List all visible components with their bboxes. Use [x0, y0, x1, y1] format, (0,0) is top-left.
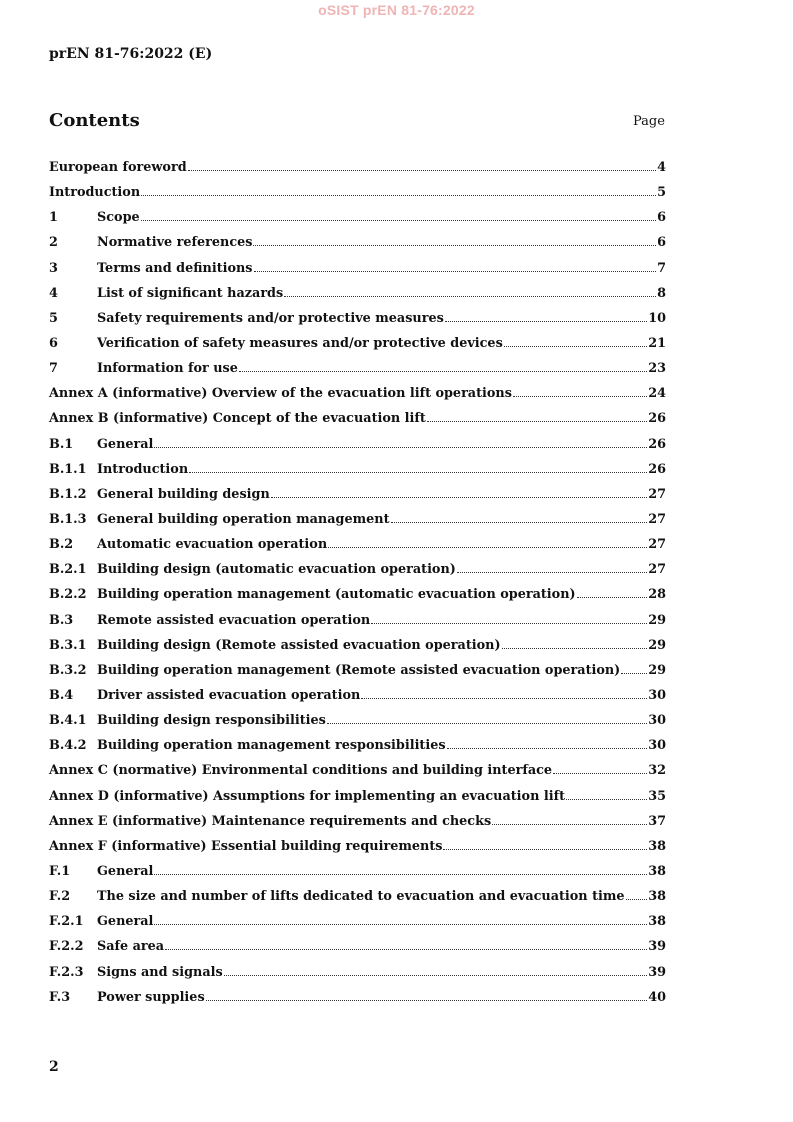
toc-entry-title: Safety requirements and/or protective measures — [97, 310, 444, 326]
toc-entry-page: 27 — [648, 537, 666, 553]
toc-entry-title: Annex D (informative) Assumptions for implementing an evacuation lift — [49, 788, 565, 804]
toc-entry-number: B.1.1 — [49, 461, 87, 477]
toc-dot-leader — [492, 821, 647, 825]
toc-entry[interactable] — [49, 864, 666, 889]
toc-entry[interactable] — [49, 336, 666, 361]
toc-entry-title: Terms and definitions — [97, 260, 253, 276]
toc-entry-page: 24 — [648, 386, 666, 402]
toc-entry-number: B.4 — [49, 687, 74, 703]
toc-dot-leader — [371, 620, 647, 624]
toc-entry-title: Building design (Remote assisted evacuation operation) — [97, 637, 501, 653]
toc-dot-leader — [504, 343, 647, 347]
toc-entry[interactable] — [49, 462, 666, 487]
toc-entry-number: F.2.1 — [49, 914, 84, 930]
toc-dot-leader — [224, 972, 647, 976]
toc-dot-leader — [165, 946, 647, 950]
toc-entry-number: B.4.2 — [49, 738, 87, 754]
toc-entry[interactable] — [49, 990, 666, 1015]
toc-entry-page: 8 — [657, 285, 666, 301]
toc-entry[interactable] — [49, 361, 666, 386]
toc-entry-title: Information for use — [97, 361, 238, 377]
toc-entry[interactable] — [49, 437, 666, 462]
toc-entry-number: F.2.3 — [49, 964, 84, 980]
toc-entry-title: Building operation management (Remote assisted evacuation operation) — [97, 662, 621, 678]
toc-entry-title: Signs and signals — [97, 964, 223, 980]
toc-entry-title: Normative references — [97, 235, 253, 251]
toc-entry[interactable] — [49, 914, 666, 939]
toc-entry-number: B.2 — [49, 537, 74, 553]
toc-dot-leader — [577, 594, 648, 598]
toc-entry[interactable] — [49, 411, 666, 436]
toc-entry-number: B.1.2 — [49, 486, 87, 502]
toc-entry-page: 27 — [648, 562, 666, 578]
toc-entry-title: General — [97, 914, 154, 930]
toc-entry-page: 21 — [648, 335, 666, 351]
toc-entry-title: Annex E (informative) Maintenance requirements and checks — [49, 813, 492, 829]
toc-entry-page: 32 — [648, 763, 666, 779]
toc-entry-page: 6 — [657, 210, 666, 226]
toc-entry-page: 30 — [648, 687, 666, 703]
toc-dot-leader — [443, 846, 647, 850]
toc-entry[interactable] — [49, 763, 666, 788]
toc-dot-leader — [457, 569, 647, 573]
toc-entry-page: 4 — [657, 160, 666, 175]
toc-entry-title: Verification of safety measures and/or protective devices — [97, 335, 503, 351]
toc-entry[interactable] — [49, 814, 666, 839]
toc-entry-page: 39 — [648, 939, 666, 955]
table-of-contents — [49, 160, 666, 1015]
toc-entry[interactable] — [49, 663, 666, 688]
toc-entry-page: 30 — [648, 713, 666, 729]
toc-entry-title: European foreword — [49, 160, 187, 175]
toc-entry-page: 27 — [648, 486, 666, 502]
toc-dot-leader — [141, 192, 656, 196]
toc-entry-page: 39 — [648, 964, 666, 980]
toc-entry-title: Annex F (informative) Essential building requirements — [49, 838, 443, 854]
page-column-label: Page — [633, 114, 665, 129]
toc-entry[interactable] — [49, 562, 666, 587]
toc-entry-page: 5 — [657, 185, 666, 201]
toc-entry-number: F.1 — [49, 863, 71, 879]
toc-entry-page: 7 — [657, 260, 666, 276]
toc-dot-leader — [328, 544, 647, 548]
toc-entry[interactable] — [49, 386, 666, 411]
toc-dot-leader — [141, 217, 656, 221]
toc-entry[interactable] — [49, 537, 666, 562]
toc-dot-leader — [271, 494, 647, 498]
toc-entry-number: B.3.1 — [49, 637, 87, 653]
toc-dot-leader — [254, 268, 657, 272]
toc-dot-leader — [513, 393, 647, 397]
toc-entry-page: 35 — [648, 788, 666, 804]
toc-entry-number: 3 — [49, 260, 58, 276]
toc-dot-leader — [253, 242, 656, 246]
toc-dot-leader — [206, 997, 648, 1001]
toc-entry-number: F.2 — [49, 889, 71, 905]
toc-entry-title: List of significant hazards — [97, 285, 284, 301]
toc-entry-title: Introduction — [49, 185, 141, 201]
toc-entry-number: 2 — [49, 235, 58, 251]
toc-entry-title: The size and number of lifts dedicated to evacuation and evacuation time — [97, 889, 625, 905]
toc-dot-leader — [327, 720, 647, 724]
toc-entry-page: 38 — [648, 838, 666, 854]
toc-entry-title: General — [97, 436, 154, 452]
toc-dot-leader — [391, 519, 648, 523]
toc-entry-title: Driver assisted evacuation operation — [97, 687, 361, 703]
toc-entry-number: 6 — [49, 335, 58, 351]
toc-dot-leader — [553, 770, 647, 774]
toc-entry-title: General building design — [97, 486, 270, 502]
document-id: prEN 81-76:2022 (E) — [49, 46, 213, 62]
toc-entry[interactable] — [49, 311, 666, 336]
toc-entry-page: 27 — [648, 511, 666, 527]
contents-heading: Contents — [49, 110, 140, 131]
toc-entry-number: 5 — [49, 310, 58, 326]
toc-entry-number: F.3 — [49, 989, 71, 1005]
toc-entry-title: Scope — [97, 210, 140, 226]
toc-dot-leader — [154, 444, 647, 448]
toc-entry[interactable] — [49, 965, 666, 990]
toc-entry[interactable] — [49, 889, 666, 914]
toc-entry[interactable] — [49, 738, 666, 763]
toc-dot-leader — [427, 418, 647, 422]
toc-entry-page: 38 — [648, 889, 666, 905]
toc-dot-leader — [189, 469, 647, 473]
toc-dot-leader — [239, 368, 647, 372]
toc-entry-number: 4 — [49, 285, 58, 301]
toc-entry-number: B.2.1 — [49, 562, 87, 578]
toc-entry-page: 26 — [648, 436, 666, 452]
toc-entry-title: Annex C (normative) Environmental conditions and building interface — [49, 763, 553, 779]
toc-entry[interactable] — [49, 160, 666, 185]
toc-entry[interactable] — [49, 185, 666, 210]
toc-entry[interactable] — [49, 688, 666, 713]
toc-entry-page: 26 — [648, 411, 666, 427]
toc-entry-page: 40 — [648, 989, 666, 1005]
toc-dot-leader — [445, 318, 647, 322]
toc-entry-number: B.1.3 — [49, 511, 87, 527]
toc-entry-number: B.2.2 — [49, 587, 87, 603]
toc-entry-title: Automatic evacuation operation — [97, 537, 328, 553]
toc-entry-title: Building operation management responsibilities — [97, 738, 446, 754]
toc-entry-title: Annex A (informative) Overview of the evacuation lift operations — [49, 386, 512, 402]
toc-dot-leader — [626, 896, 648, 900]
toc-entry-title: Introduction — [97, 461, 189, 477]
toc-entry-page: 23 — [648, 361, 666, 377]
page-number: 2 — [49, 1059, 59, 1075]
toc-entry-page: 6 — [657, 235, 666, 251]
toc-entry-number: B.3 — [49, 612, 74, 628]
toc-entry-number: B.3.2 — [49, 662, 87, 678]
toc-entry-number: B.4.1 — [49, 713, 87, 729]
toc-entry-title: Annex B (informative) Concept of the evacuation lift — [49, 411, 426, 427]
toc-entry[interactable] — [49, 713, 666, 738]
toc-dot-leader — [621, 670, 647, 674]
toc-dot-leader — [284, 293, 656, 297]
toc-entry-title: Power supplies — [97, 989, 205, 1005]
toc-entry-page: 28 — [648, 587, 666, 603]
toc-entry[interactable] — [49, 210, 666, 235]
toc-entry[interactable] — [49, 512, 666, 537]
toc-dot-leader — [361, 695, 647, 699]
toc-entry-number: F.2.2 — [49, 939, 84, 955]
toc-entry[interactable] — [49, 235, 666, 260]
toc-entry[interactable] — [49, 613, 666, 638]
toc-entry[interactable] — [49, 487, 666, 512]
toc-dot-leader — [447, 745, 648, 749]
toc-entry-number: 1 — [49, 210, 58, 226]
toc-entry-title: Safe area — [97, 939, 165, 955]
toc-entry[interactable] — [49, 286, 666, 311]
toc-entry-title: Building design (automatic evacuation operation) — [97, 562, 456, 578]
toc-entry-title: General building operation management — [97, 511, 390, 527]
toc-entry[interactable] — [49, 789, 666, 814]
toc-dot-leader — [188, 167, 656, 171]
toc-entry[interactable] — [49, 587, 666, 612]
toc-entry[interactable] — [49, 939, 666, 964]
toc-entry-page: 29 — [648, 612, 666, 628]
toc-entry-page: 38 — [648, 863, 666, 879]
toc-entry-number: 7 — [49, 361, 58, 377]
watermark: oSIST prEN 81-76:2022 — [318, 2, 475, 18]
toc-entry-page: 29 — [648, 637, 666, 653]
toc-entry-page: 29 — [648, 662, 666, 678]
toc-dot-leader — [154, 871, 647, 875]
toc-dot-leader — [502, 645, 648, 649]
toc-entry-page: 37 — [648, 813, 666, 829]
toc-entry-number: B.1 — [49, 436, 74, 452]
toc-entry-page: 30 — [648, 738, 666, 754]
toc-entry-page: 10 — [648, 310, 666, 326]
toc-entry-title: Building operation management (automatic evacuation operation) — [97, 587, 576, 603]
toc-dot-leader — [566, 796, 647, 800]
toc-entry-title: Remote assisted evacuation operation — [97, 612, 371, 628]
toc-entry-title: General — [97, 863, 154, 879]
toc-dot-leader — [154, 921, 647, 925]
toc-entry[interactable] — [49, 638, 666, 663]
toc-entry-page: 26 — [648, 461, 666, 477]
toc-entry[interactable] — [49, 839, 666, 864]
toc-entry-title: Building design responsibilities — [97, 713, 326, 729]
toc-entry-page: 38 — [648, 914, 666, 930]
toc-entry[interactable] — [49, 261, 666, 286]
